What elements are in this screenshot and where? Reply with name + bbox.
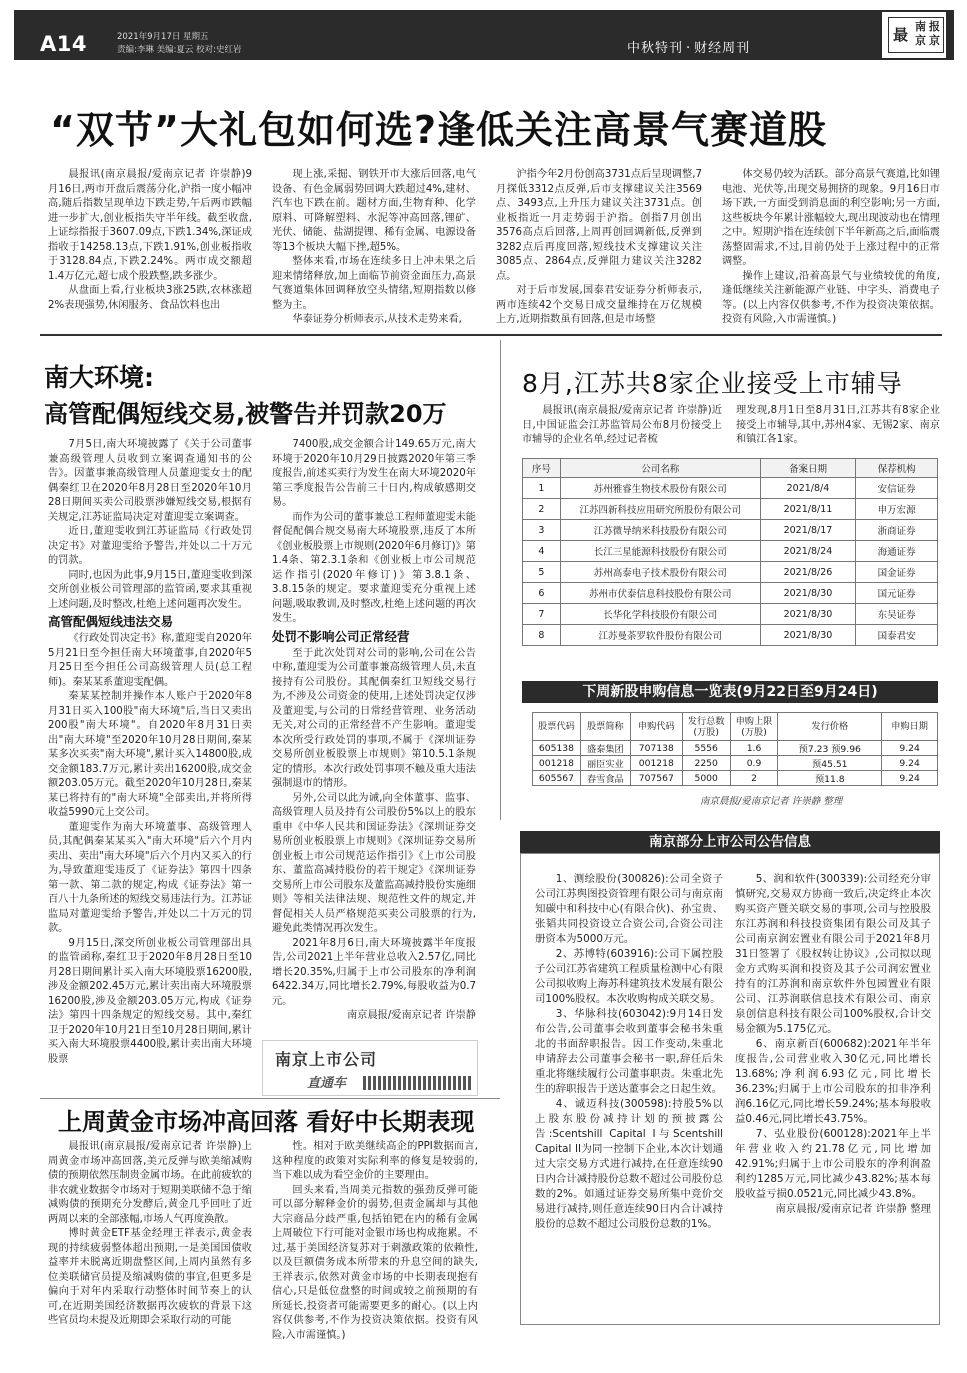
logo-char-a: 最 <box>893 26 909 44</box>
table-cell: 2021/8/30 <box>760 604 856 625</box>
table-cell: 2021/8/24 <box>760 541 856 562</box>
notices-box <box>520 853 940 1325</box>
table-cell: 9.24 <box>882 771 938 786</box>
table-row <box>523 625 938 646</box>
table-cell: 国泰君安 <box>856 625 938 646</box>
table-cell: 1 <box>523 478 561 499</box>
table-row <box>523 604 938 625</box>
ipo-credit: 南京晨报/爱南京记者 许崇静 整理 <box>700 796 843 807</box>
article2-title-line1: 南大环境: <box>44 363 154 392</box>
column-divider <box>500 340 501 820</box>
table-cell: 海通证券 <box>856 541 938 562</box>
col-header: 备案日期 <box>760 459 856 478</box>
table-cell: 605567 <box>533 771 581 786</box>
col-header: 申购代码 <box>630 713 682 741</box>
notices-byline: 南京晨报/爱南京记者 许崇静 整理 <box>775 1203 931 1215</box>
table-cell: 2021/8/26 <box>760 562 856 583</box>
logo-char-b: 南京 <box>915 20 926 47</box>
table-cell: 2021/8/11 <box>760 499 856 520</box>
table-cell: 江苏微导纳米科技股份有限公司 <box>560 520 760 541</box>
stamp-title: 南京上市公司 <box>275 1050 378 1069</box>
table-cell: 2021/8/30 <box>760 583 856 604</box>
col-header: 股票简称 <box>580 713 630 741</box>
table-cell: 江苏四新科技应用研究所股份有限公司 <box>560 499 760 520</box>
table-row <box>523 478 938 499</box>
table-cell: 8 <box>523 625 561 646</box>
col-header: 发行总数(万股) <box>682 713 730 741</box>
notices-title: 南京部分上市公司公告信息 <box>520 831 940 853</box>
newspaper-logo <box>880 10 948 60</box>
section-label: 中秋特刊 · 财经周刊 <box>627 41 751 56</box>
table-cell: 苏州高泰电子技术股份有限公司 <box>560 562 760 583</box>
table-row <box>523 499 938 520</box>
table-cell: 预11.8 <box>778 771 882 786</box>
page-number: A14 <box>40 32 87 56</box>
table-cell: 5 <box>523 562 561 583</box>
table-cell: 5000 <box>682 771 730 786</box>
section-weekly: 财经周刊 <box>694 41 751 56</box>
table-cell: 707567 <box>630 771 682 786</box>
table-cell: 0.9 <box>730 756 778 771</box>
table-cell: 5556 <box>682 741 730 756</box>
lead-article-col-3: 沪指今年2月份创高3731点后呈现调整,7月探低3312点反弹,后市支撑建议关注3569点、3493点,上升压力建议关注3731点。创业板指近一月走势弱于沪指。创指7月创出3576高点后回落,上周再创回调新低,反弹到3282点后再度回落,短线技术支撑建议关注3085点、2864点,反弹阻力建议关注3282点。 对于后市发展,国泰君安证券分析师表示,两市连续42个交易日成交量维持在万亿规模上方,近期指数虽有回落,但是市场整 <box>496 169 702 325</box>
table-cell: 7 <box>523 604 561 625</box>
table-cell: 3 <box>523 520 561 541</box>
article3-divider <box>40 1098 500 1099</box>
table-row <box>533 771 938 786</box>
table-cell: 9.24 <box>882 741 938 756</box>
col-header: 保荐机构 <box>856 459 938 478</box>
table-cell: 001218 <box>533 756 581 771</box>
ipo-schedule-table <box>532 712 938 786</box>
table-row <box>533 756 938 771</box>
table-cell: 长江三星能源科技股份有限公司 <box>560 541 760 562</box>
lead-article-col-1: 晨报讯(南京晨报/爱南京记者 许崇静)9月16日,两市开盘后震荡分化,沪指一度小幅冲高,随后指数呈现单边下跌走势,午后两市跌幅进一步扩大,创业板指失守半年线。截至收盘,上证综指报于3607.09点,下跌1.34%,深证成指收于14258.13点,下跌1.91%,创业板指收于3128.84点,下跌2.24%。两市成交额超1.4万亿元,超七成个股跌整,跌多涨少。 从盘面上看,行业板块3涨25跌,农林涨超2%表现强势,休闲服务、食品饮料也出 <box>48 169 252 311</box>
table-cell: 苏州雅睿生物技术股份有限公司 <box>560 478 760 499</box>
table-cell: 长华化学科技股份有限公司 <box>560 604 760 625</box>
article2-col-1: 7月5日,南大环境披露了《关于公司董事兼高级管理人员收到立案调查通知书的公告》。因董事兼高级管理人员董迎雯女士的配偶秦红卫在2020年8月28日至2020年10月28日期间买卖公司股票涉嫌短线交易,根据有关规定,江苏证监局决定对董迎雯立案调查。 近日,董迎雯收到江苏证监局《行政处罚决定书》对董迎雯给予警告,并处以二十万元的罚款。 同时,也因为此事,9月15日,董迎雯收到深交所创业板公司管理部的监管函,要求其重视上述问题,及时整改,杜绝上述问题再次发生。 高管配偶短线违法交易 《行政处罚决定书》称,董迎雯自2020年5月21日至今担任南大环境董事,自2020年5月25日至今担任公司高级管理人员(总工程师)。秦某某系董迎雯配偶。 秦某某控制并操作本人账户于2020年8月31日买入100股"南大环境"后,当日又卖出200股"南大环境"。自2020年8月31日卖出"南大环境"至2020年10月28日期间,秦某某多次买卖"南大环境",累计买入14800股,成交金额183.7万元,累计卖出16200股,成交金额203.05万元。截至2020年10月28日,秦某某已将持有的"南大环境"全部卖出,并将所得收益5990元上交公司。 董迎雯作为南大环境董事、高级管理人员,其配偶秦某某买入"南大环境"后六个月内卖出、卖出"南大环境"后六个月内又买入的行为,导致董迎雯违反了《证券法》第四十四条第一款、第二款的规定,构成《证券法》第一百八十九条所述的短线交易违法行为。江苏证监局对董迎雯给予警告,并处以二十万元的罚款。 9月15日,深交所创业板公司管理部出具的监管函称,秦红卫于2020年8月28日至10月28日期间累计买入南大环境股票16200股,涉及金额202.45万元,累计卖出南大环境股票16200股,涉及金额203.05万元,构成《证券法》第四十四条规定的短线交易。其中,秦红卫于2020年10月21日至10月28日期间,累计买入南大环境股票4400股,累计卖出南大环境股票 <box>48 439 252 1065</box>
table-cell: 9.24 <box>882 756 938 771</box>
table-cell: 江苏曼荼罗软件股份有限公司 <box>560 625 760 646</box>
main-headline: “双节”大礼包如何选?逢低关注高景气赛道股 <box>50 108 827 152</box>
col-header: 发行价格 <box>778 713 882 741</box>
table-header-row <box>533 713 938 741</box>
table-cell: 2250 <box>682 756 730 771</box>
table-cell: 2 <box>730 771 778 786</box>
table-row <box>523 541 938 562</box>
section-divider <box>40 334 942 336</box>
table-cell: 2 <box>523 499 561 520</box>
article4-col-1: 晨报讯(南京晨报/爱南京记者 许崇静)近日,中国证监会江苏监管局公布8月份接受上市辅导的企业名单,经过记者梳 <box>522 405 722 445</box>
table-cell: 1.6 <box>730 741 778 756</box>
table-row <box>523 583 938 604</box>
table-cell: 春雪食品 <box>580 771 630 786</box>
table-row <box>523 562 938 583</box>
table-cell: 2021/8/4 <box>760 478 856 499</box>
table-cell: 预45.51 <box>778 756 882 771</box>
logo-frame <box>888 17 944 53</box>
table-cell: 707138 <box>630 741 682 756</box>
table-cell: 001218 <box>630 756 682 771</box>
table-cell: 盛泰集团 <box>580 741 630 756</box>
editor-credits: 责编:李琳 美编:夏云 校对:史红岩 <box>117 45 242 55</box>
section-special: 中秋特刊 <box>627 41 684 56</box>
col-header: 序号 <box>523 459 561 478</box>
ipo-tutoring-table <box>522 458 938 646</box>
article2-col-2: 7400股,成交金额合计149.65万元,南大环境于2020年10月29日披露2020年第三季度报告,前述买卖行为发生在南大环境2020年第三季度报告公告前三十日内,构成敏感期交易。 而作为公司的董事兼总工程师董迎雯未能督促配偶合规交易南大环境股票,违反了本所《创业板股票上市规则(2020年6月修订)》第1.4条、第2.3.1条和《创业板上市公司规范运作指引(2020年修订)》第3.8.1条、3.8.15条的规定。要求董迎雯充分重视上述问题,吸取教训,及时整改,杜绝上述问题的再次发生。 处罚不影响公司正常经营 至于此次处罚对公司的影响,公司在公告中称,董迎雯为公司董事兼高级管理人员,未直接持有公司股份。其配偶秦红卫短线交易行为,不涉及公司资金的使用,上述处罚决定仅涉及董迎雯,与公司的日常经营管理、业务活动无关,对公司的正常经营不产生影响。董迎雯本次所受行政处罚的事项,不属于《深圳证券交易所创业板股票上市规则》第10.5.1条规定的情形。本次行政处罚事项不触及重大违法强制退市的情形。 另外,公司以此为诫,向全体董事、监事、高级管理人员及持有公司股份5%以上的股东重申《中华人民共和国证券法》《深圳证券交易所创业板股票上市规则》《深圳证券交易所创业板上市公司规范运作指引》《上市公司股东、董监高减持股份的若干规定》《深圳证券交易所上市公司股东及董监高减持股份实施细则》等相关法律法规、规范性文件的规定,并督促相关人员严格规范买卖公司股票的行为,避免此类情况再次发生。 2021年8月6日,南大环境披露半年度报告,公司2021上半年营业总收入2.57亿,同比增长20.35%,归属于上市公司股东的净利润6422.34万,同比增长2.79%,每股收益为0.7元。 南京晨报/爱南京记者 许崇静 <box>272 438 476 1034</box>
article3-col-2: 性。相对于欧美继续高企的PPI数据而言,这种程度的政策对实际利率的修复是较弱的,当下难以成为看空金价的主要理由。 回头来看,当周美元指数的强劲反弹可能可以部分解释金价的弱势,但责金属却与其他大宗商品分歧严重,包括铂钯在内的稀有金属上周破位下行可能对金银市场也构成拖累。不过,基于美国经济复苏对于刺激政策的依赖性,以及巨额债务成本所带来的升息空间的缺失,王祥表示,依然对黄金市场的中长期表现抱有信心,只是低位盘整的时间或较之前预期的有所延长,投资者可能需要更多的耐心。(以上内容仅供参考,不作为投资决策依据。投资有风险,入市需谨慎。) <box>272 1141 478 1341</box>
table-cell: 2021/8/17 <box>760 520 856 541</box>
table-cell: 国元证券 <box>856 583 938 604</box>
column-stamp <box>262 1040 478 1096</box>
table-cell: 申万宏源 <box>856 499 938 520</box>
table-cell: 预7.23 预9.96 <box>778 741 882 756</box>
col-header: 公司名称 <box>560 459 760 478</box>
article2-subhead-1: 高管配偶短线违法交易 <box>48 614 174 629</box>
stamp-subtitle: 直通车 <box>307 1076 347 1091</box>
article2-title-line2: 高管配偶短线交易,被警告并罚款20万 <box>44 400 447 428</box>
table-row <box>533 741 938 756</box>
notices-col-1: 1、测绘股份(300826):公司全资子公司江苏舆图投资管理有限公司与南京南知碳中和科技中心(有限合伙)、孙宝贵、张韬共同投资设立合资公司,合资公司注册资本为5000万元。 2、苏博特(603916):公司下属控股子公司江苏省建筑工程质量检测中心有限公司拟收购上海苏科建筑技术发展有限公司100%股权。本次收购构成关联交易。 3、华脉科技(603042):9月14日发布公告,公司董事会收到董事会秘书朱重北的书面辞职报告。因工作变动,朱重北申请辞去公司董事会秘书一职,辞任后朱重北将继续履行公司董事职责。朱重北先生的辞职报告于送达董事会之日起生效。 4、诚迈科技(300598):持股5%以上股东股份减持计划的预披露公告:Scentshill Capital I与Scentshill Capital II为同一控制下企业,本次计划通过大宗交易方式进行减持,在任意连续90日内合计减持股份总数不超过公司股份总数的2%。如通过证券交易所集中竞价交易进行减持,则任意连续90日内合计减持股份的总数不超过公司股份总数的1%。 <box>535 873 723 1230</box>
article2-subhead-2: 处罚不影响公司正常经营 <box>272 628 410 644</box>
article4-title: 8月,江苏共8家企业接受上市辅导 <box>522 369 903 398</box>
article3-col-1: 晨报讯(南京晨报/爱南京记者 许崇静)上周黄金市场冲高回落,美元反弹与欧美缩减购债的预期依然压制贵金属市场。在此前疲软的非农就业数据令市场对于短期美联储不急于缩减购债的预期充分发酵后,黄金几乎回吐了近两周以来的全部涨幅,市场人气再度涣散。 博时黄金ETF基金经理王祥表示,黄金表现的持续疲弱整体超出预期,一是美国国债收益率并未脱离近期盘整区间,上周内虽然有多位美联储官员提及缩减购债的事宜,但更多是偏向于对年内采取行动整体时间节奏上的认可,在近期美国经济数据再次疲软的背景下这些官员均未提及近期即会采取行动的可能 <box>48 1141 252 1326</box>
article3-title: 上周黄金市场冲高回落 看好中长期表现 <box>58 1108 475 1136</box>
logo-char-c: 报京 <box>929 20 940 47</box>
table-cell: 浙商证券 <box>856 520 938 541</box>
table-cell: 国金证券 <box>856 562 938 583</box>
ipo-schedule-title: 下周新股申购信息一览表(9月22日至9月24日) <box>522 681 938 703</box>
col-header: 申购日期 <box>882 713 938 741</box>
table-cell: 东吴证券 <box>856 604 938 625</box>
issue-date: 2021年9月17日 星期五 <box>117 32 209 42</box>
table-cell: 6 <box>523 583 561 604</box>
lead-article-col-4: 体交易仍较为活跃。部分高景气赛道,比如锂电池、光伏等,出现交易拥挤的现象。9月16日市场下跌,一方面受到消息面的利空影响;另一方面,这些板块今年累计涨幅较大,现出现波动也在情理之中。短期沪指在连续创下半年新高之后,面临震荡整固需求,不过,目前仍处于上涨过程中的正常调整。 操作上建议,沿着高景气与业绩较优的角度,逢低继续关注新能源产业链、中字头、消费电子等。(以上内容仅供参考,不作为投资决策依据。投资有风险,入市需谨慎。) <box>722 169 940 325</box>
article2-byline: 南京晨报/爱南京记者 许崇静 <box>347 1010 476 1021</box>
table-row <box>523 520 938 541</box>
table-cell: 安信证券 <box>856 478 938 499</box>
table-cell: 4 <box>523 541 561 562</box>
lead-article-col-2: 现上涨,采掘、钢铁开市大涨后回落,电气设备、有色金属弱势回调大跌超过4%,建材、汽车也下跌在前。题材方面,生物育种、化学原料、可降解塑料、水泥等冲高回落,锂矿、光伏、储能、盐湖提锂、稀有金属、电源设备等13个板块大幅下挫,超5%。 整体来看,市场在连续多日上冲未果之后迎来情绪释放,加上面临节前资金面压力,高景气赛道集体回调释放空头情绪,短期指数以修整为主。 华泰证券分析师表示,从技术走势来看, <box>272 169 476 325</box>
notices-col-2: 5、润和软件(300339):公司经充分审慎研究,交易双方协商一致后,决定终止本次购买资产暨关联交易的事项,公司与控股股东江苏润和科技投资集团有限公司及其子公司南京润宏置业有限公司于2021年8月31日签署了《股权转让协议》,公司拟以现金方式购买润和投资及其子公司润宏置业持有的江苏润和南京软件外包园置业有限公司、江苏润联信息技术有限公司、南京泉创信息科技有限公司100%股权,合计交易金额为5.175亿元。 6、南京新百(600682):2021年半年度报告,公司营业收入30亿元,同比增长13.68%;净利润6.93亿元,同比增长36.23%;归属于上市公司股东的扣非净利润6.16亿元,同比增长59.24%;基本每股收益0.46元,同比增长43.75%。 7、弘业股份(600128):2021年上半年营业收入约21.78亿元,同比增加42.91%;归属于上市公司股东的净利润盈利约1285万元,同比减少43.82%;基本每股收益亏损0.0521元,同比减少43.8%。 南京晨报/爱南京记者 许崇静 整理 <box>735 873 931 1215</box>
page-header <box>14 10 954 60</box>
col-header: 申购上限(万股) <box>730 713 778 741</box>
col-header: 股票代码 <box>533 713 581 741</box>
table-header-row <box>523 459 938 478</box>
article4-col-2: 理发现,8月1日至8月31日,江苏共有8家企业接受上市辅导,其中,苏州4家、无锡2家、南京和镇江各1家。 <box>736 405 940 445</box>
stamp-decoration <box>363 1076 473 1090</box>
table-cell: 苏州市伏泰信息科技股份有限公司 <box>560 583 760 604</box>
table-cell: 605138 <box>533 741 581 756</box>
table-cell: 丽臣实业 <box>580 756 630 771</box>
table-cell: 2021/8/30 <box>760 625 856 646</box>
